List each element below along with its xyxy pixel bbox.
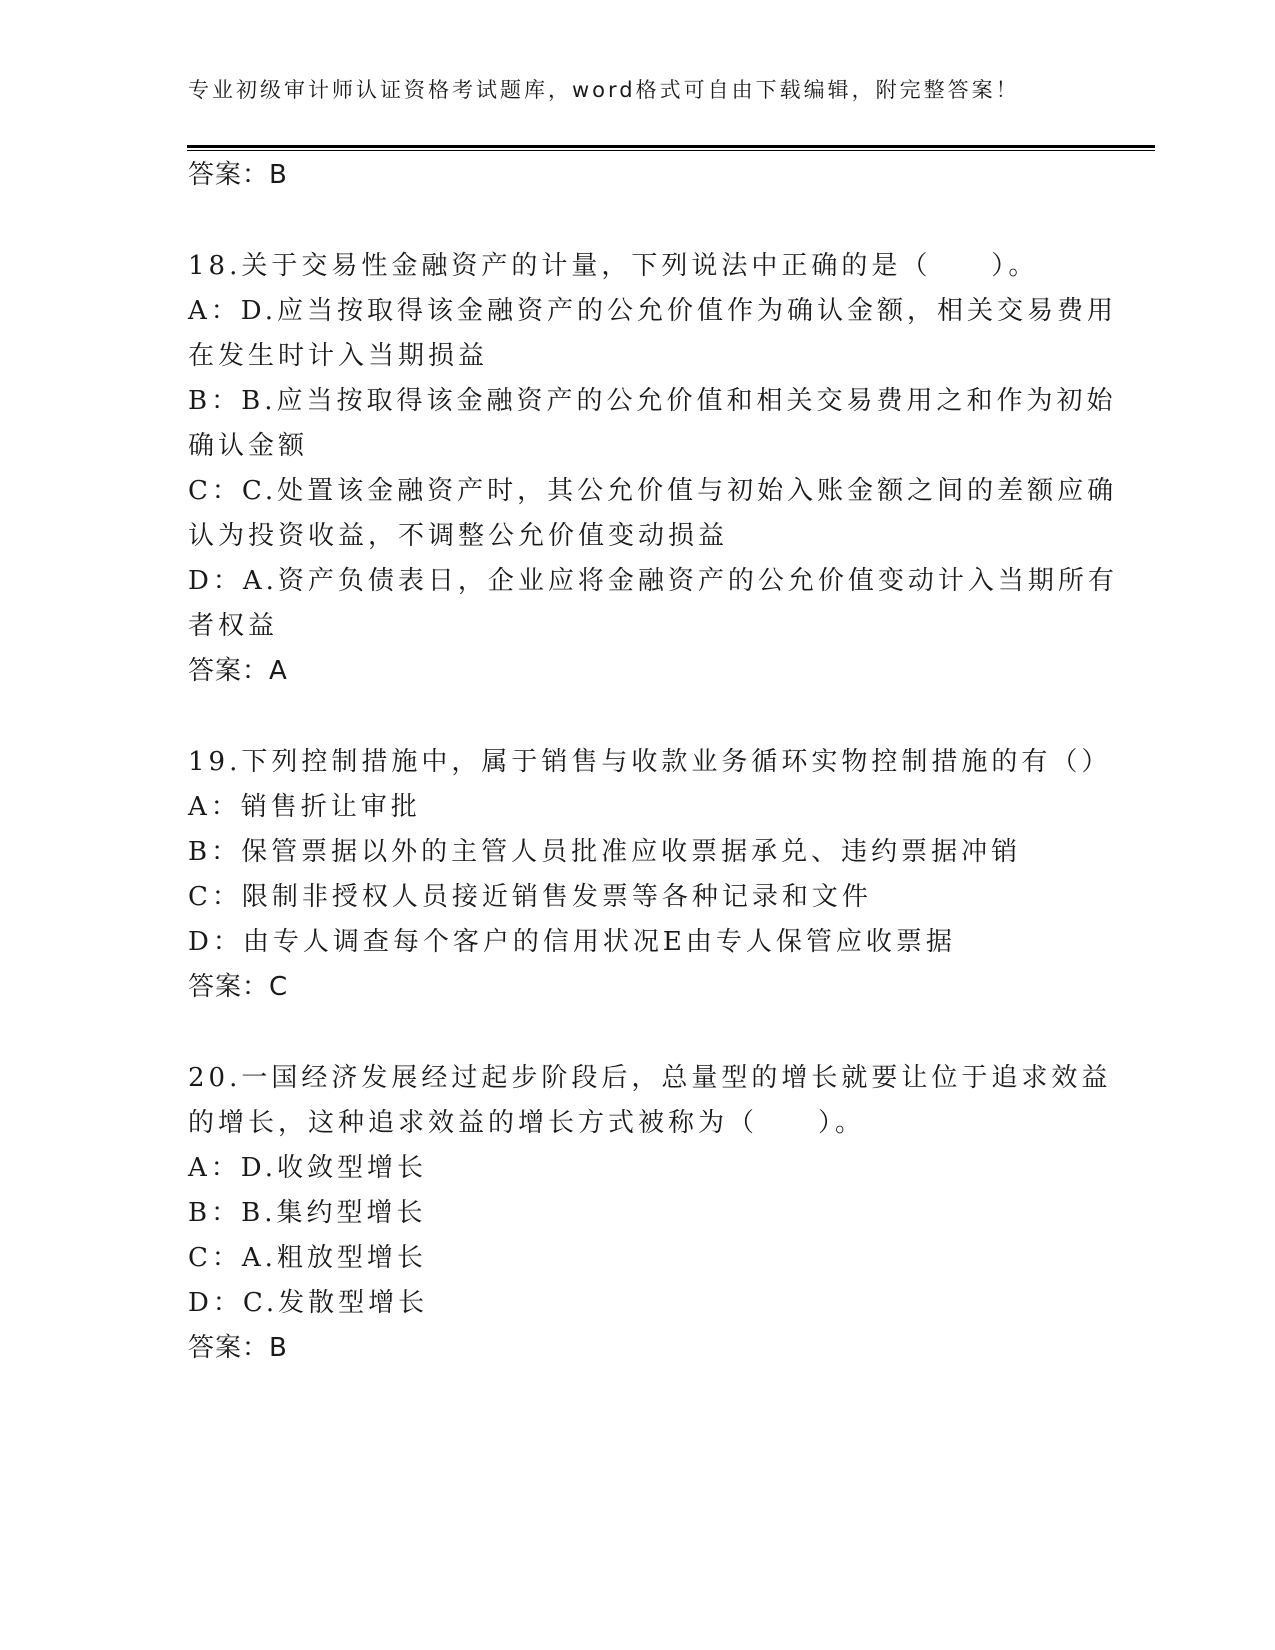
question-18-option-a: A：D.应当按取得该金融资产的公允价值作为确认金额，相关交易费用 (188, 296, 1117, 326)
question-20-option-b: B：B.集约型增长 (188, 1198, 427, 1228)
question-19-option-a: A：销售折让审批 (188, 792, 421, 822)
question-20-stem: 20.一国经济发展经过起步阶段后，总量型的增长就要让位于追求效益 (188, 1063, 1112, 1093)
question-18-option-c: C：C.处置该金融资产时，其公允价值与初始入账金额之间的差额应确 (188, 476, 1118, 506)
question-18-option-d: D：A.资产负债表日，企业应将金融资产的公允价值变动计入当期所有 (188, 566, 1118, 596)
question-20-option-c: C：A.粗放型增长 (188, 1243, 427, 1273)
header-rule (187, 145, 1155, 148)
question-18-option-a-cont: 在发生时计入当期损益 (188, 341, 489, 371)
question-18-option-c-cont: 认为投资收益，不调整公允价值变动损益 (188, 521, 729, 551)
question-20-option-d: D：C.发散型增长 (188, 1288, 429, 1318)
question-18-option-d-cont: 者权益 (188, 611, 279, 641)
question-19-answer: 答案：C (188, 972, 289, 1002)
question-20-answer: 答案：B (188, 1333, 288, 1363)
question-18-option-b: B：B.应当按取得该金融资产的公允价值和相关交易费用之和作为初始 (188, 386, 1117, 416)
question-19-option-c: C：限制非授权人员接近销售发票等各种记录和文件 (188, 882, 872, 912)
question-18-answer: 答案：A (188, 656, 288, 686)
question-block-20 (188, 1056, 1112, 1371)
header-rule-thin (187, 150, 1155, 151)
question-20-option-a: A：D.收敛型增长 (188, 1153, 427, 1183)
question-19-option-b: B：保管票据以外的主管人员批准应收票据承兑、违约票据冲销 (188, 837, 1022, 867)
answer-previous: 答案：B (188, 160, 288, 190)
question-block-18 (188, 244, 1118, 694)
question-19-stem: 19.下列控制措施中，属于销售与收款业务循环实物控制措施的有（） (188, 747, 1112, 777)
question-18-option-b-cont: 确认金额 (188, 431, 309, 461)
question-20-stem-cont: 的增长，这种追求效益的增长方式被称为（ ）。 (188, 1108, 866, 1138)
question-18-stem: 18.关于交易性金融资产的计量，下列说法中正确的是（ ）。 (188, 251, 1039, 281)
question-block-19 (188, 740, 1112, 1010)
page-header: 专业初级审计师认证资格考试题库，word格式可自由下载编辑，附完整答案！ (188, 78, 1020, 102)
question-content (188, 153, 1118, 1371)
question-19-option-d: D：由专人调查每个客户的信用状况E由专人保管应收票据 (188, 927, 956, 957)
